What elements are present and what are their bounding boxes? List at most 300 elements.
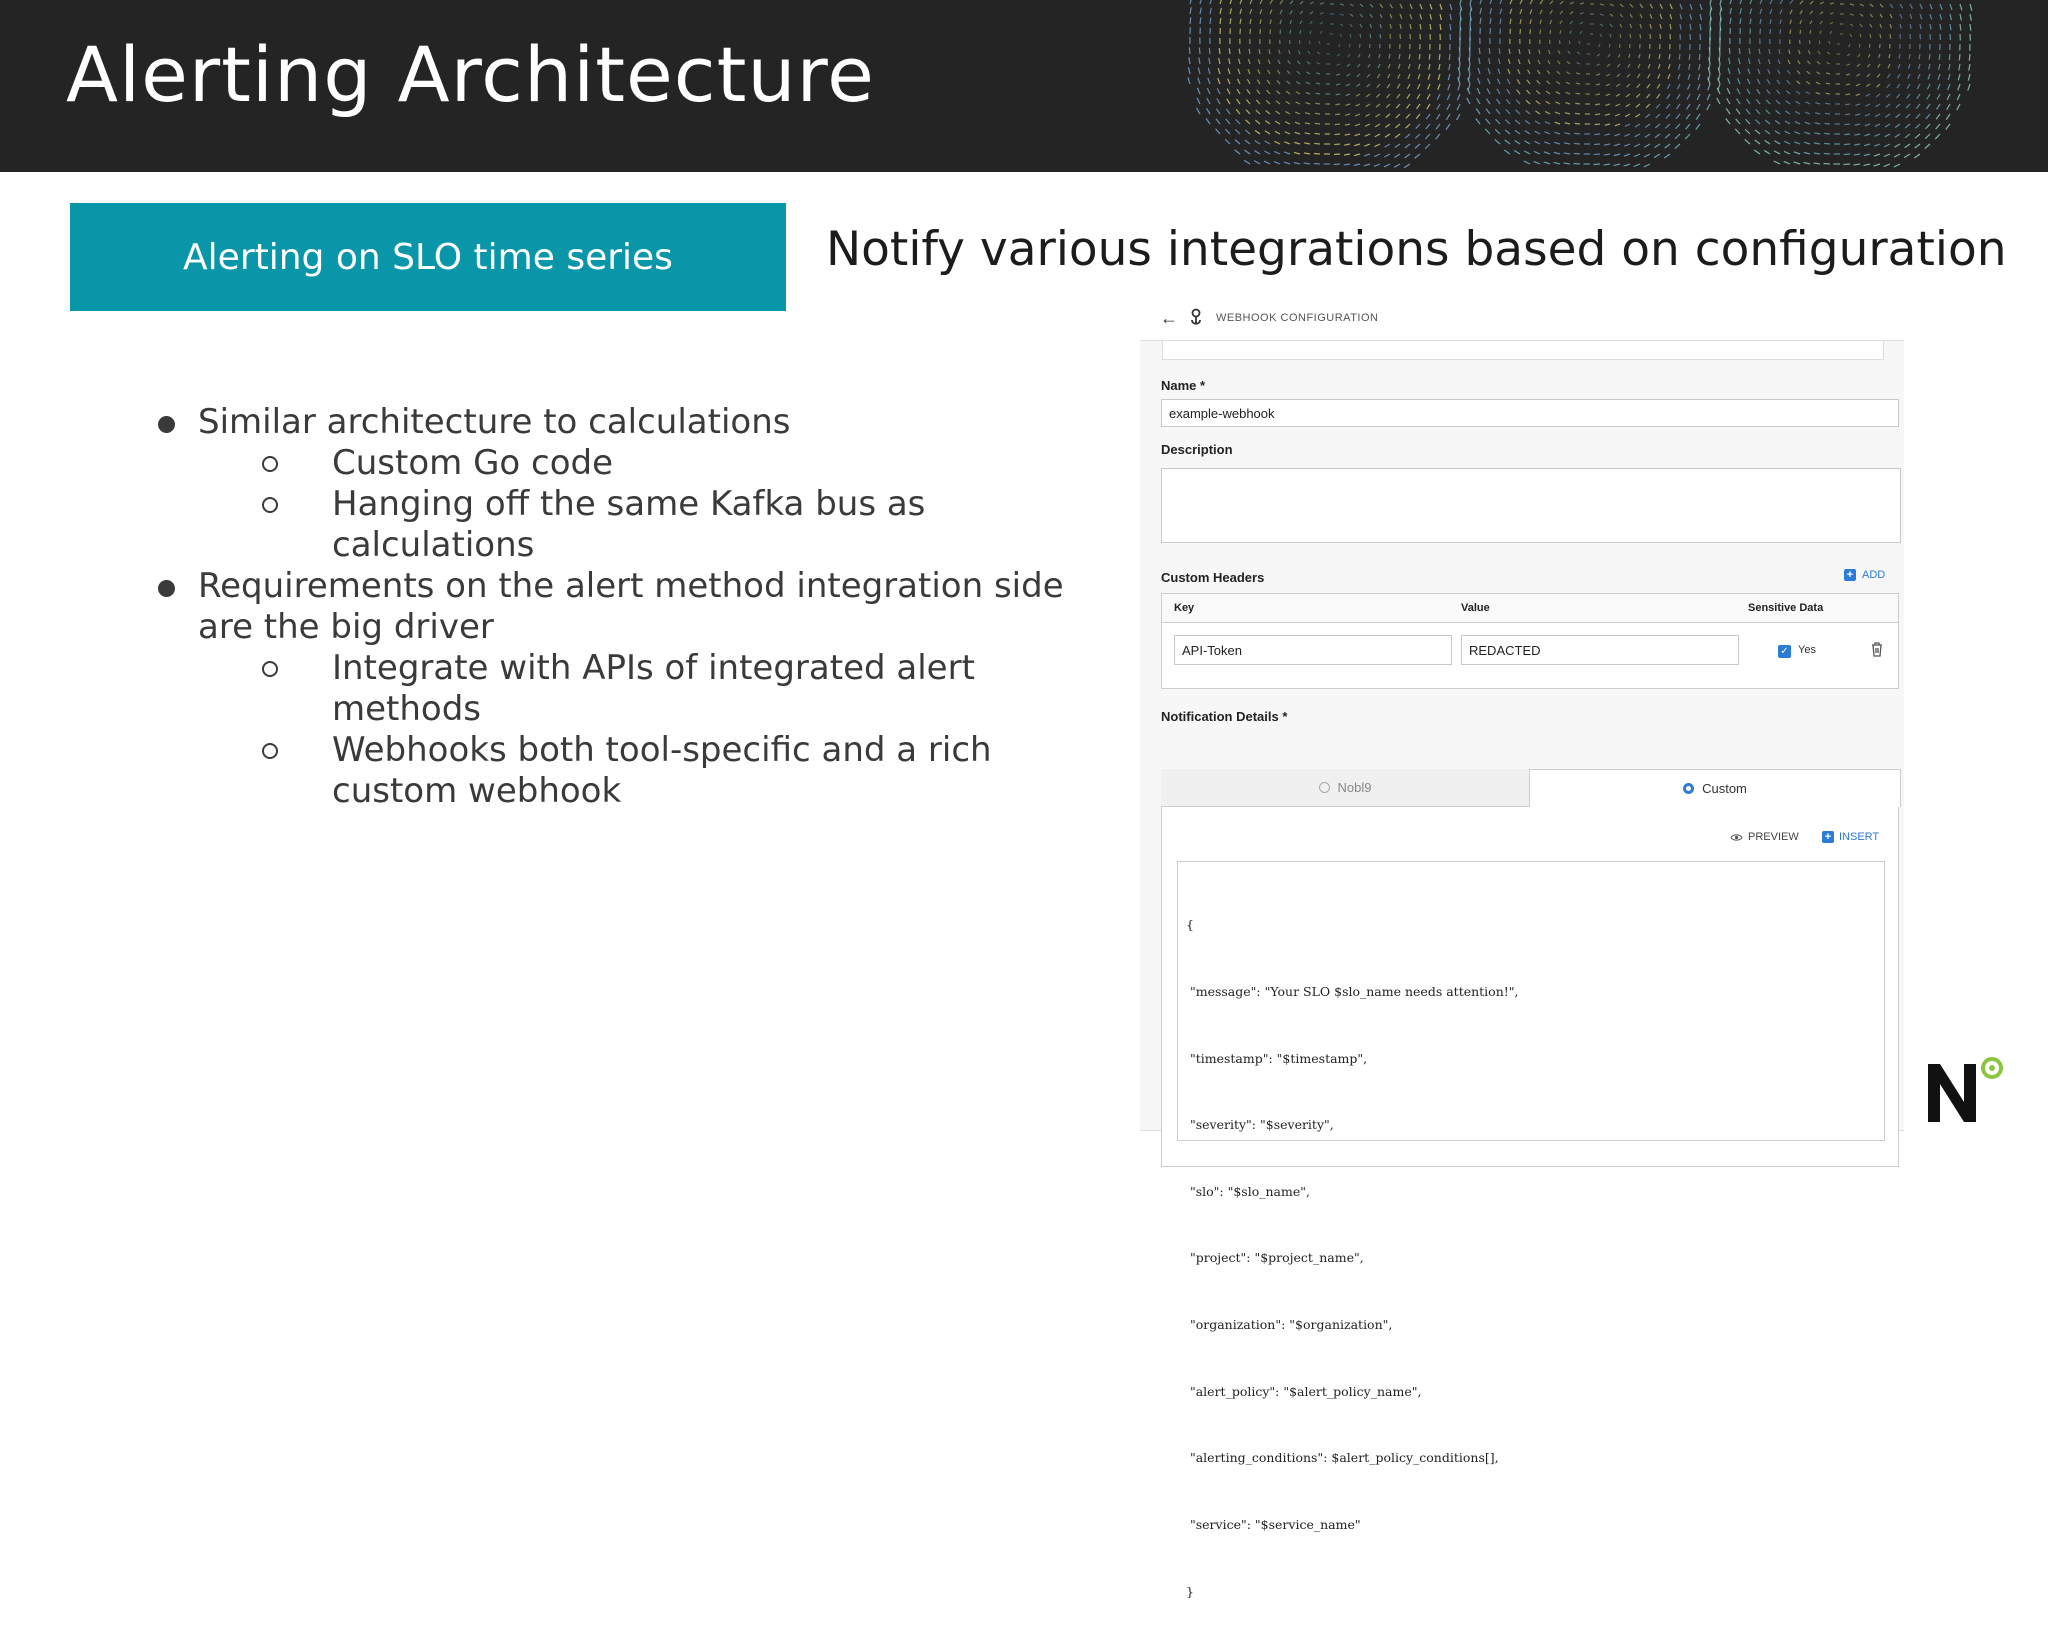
decorative-dash [1356,104,1360,106]
decorative-dash [1686,124,1690,129]
decorative-dash [1288,60,1290,64]
decorative-dash [1554,142,1560,144]
decorative-dash [1750,9,1752,14]
decorative-dash [1378,64,1380,68]
decorative-dash [1676,124,1680,129]
decorative-dash [1284,162,1290,164]
decorative-dash [1430,24,1431,30]
decorative-dash [1490,18,1491,24]
decorative-dash [1765,130,1770,134]
form-top-edge [1162,341,1884,360]
decorative-dash [1889,54,1890,58]
add-header-label: ADD [1862,569,1885,581]
decorative-dash [1876,94,1880,97]
decorative-dash [1720,0,1722,4]
decorative-dash [1479,58,1480,64]
decorative-dash [1420,14,1422,19]
decorative-dash [1948,84,1950,90]
decorative-dash [1960,4,1962,10]
decorative-dash [1555,122,1560,124]
decorative-dash [1354,144,1360,146]
decorative-dash [1277,80,1280,84]
decorative-dash [1595,104,1600,105]
decorative-dash [1804,152,1810,154]
decorative-dash [1830,31,1832,34]
decorative-dash [1626,94,1630,97]
decorative-dash [1238,79,1240,84]
decorative-dash [1936,124,1940,129]
decorative-dash [1665,134,1670,138]
decorative-dash [1925,144,1930,149]
decorative-dash [1200,8,1201,14]
decorative-dash [1825,123,1830,124]
decorative-dash [1490,0,1492,4]
decorative-dash [1530,0,1533,4]
decorative-dash [1236,109,1240,114]
decorative-dash [1676,114,1680,119]
decorative-dash [1843,164,1850,165]
decorative-dash [1540,20,1541,24]
decorative-dash [1264,151,1270,154]
alerting-slo-label: Alerting on SLO time series [183,237,673,278]
decorative-dash [1524,141,1530,144]
decorative-dash [1926,124,1930,129]
decorative-dash [1248,59,1250,64]
decorative-dash [1635,124,1640,127]
decorative-dash [1410,4,1412,9]
decorative-dash [1680,4,1682,9]
decorative-dash [1298,50,1300,54]
decorative-dash [1520,19,1521,24]
decorative-dash [1345,104,1350,105]
decorative-dash [1818,51,1820,54]
decorative-dash [1395,144,1400,148]
decorative-dash [1850,4,1854,5]
add-header-button[interactable] [1844,569,1885,581]
decorative-dash [1729,58,1730,64]
decorative-dash [1708,84,1710,90]
decorative-dash [1670,14,1672,19]
decorative-dash [1426,114,1430,119]
decorative-dash [1644,164,1650,167]
decorative-dash [1354,164,1360,166]
custom-payload-box [1161,807,1899,1167]
decorative-dash [1968,84,1970,91]
tab-nobl9[interactable] [1161,769,1529,807]
decorative-dash [1250,0,1252,4]
decorative-dash [1440,24,1441,30]
decorative-dash [1198,78,1200,84]
decorative-dash [1320,3,1324,4]
sub-bullet-item: Integrate with APIs of integrated alert methods [150,648,1110,730]
decorative-dash [1679,64,1680,69]
decorative-dash [1439,64,1440,70]
decorative-dash [1853,164,1860,165]
decorative-dash [1364,154,1370,156]
decorative-dash [1307,72,1310,74]
decorative-dash [1574,143,1580,144]
decorative-dash [1899,54,1900,59]
decorative-dash [1240,0,1242,4]
decorative-dash [1788,60,1790,64]
decorative-dash [1605,124,1610,125]
decorative-dash [1825,103,1830,104]
decorative-dash [1750,18,1751,24]
decorative-dash [1768,69,1770,74]
decorative-dash [1515,120,1520,124]
decorative-dash [1316,93,1320,94]
decorative-dash [1237,99,1240,104]
decorative-dash [1813,163,1820,164]
decorative-dash [1668,64,1670,69]
decorative-dash [1805,102,1810,104]
decorative-dash [1604,134,1610,135]
insert-button[interactable] [1822,831,1879,843]
decorative-dash [1320,22,1323,24]
decorative-dash [1428,84,1430,89]
decorative-dash [1507,89,1510,94]
decorative-dash [1416,124,1420,129]
decorative-dash [1290,30,1291,34]
decorative-dash [1340,14,1343,15]
decorative-dash [1697,94,1700,100]
webhook-toolbar [1140,300,1904,341]
decorative-dash [1616,94,1620,96]
decorative-dash [1284,152,1290,154]
decorative-dash [1219,58,1220,64]
decorative-dash [1370,34,1371,38]
decorative-dash [1367,74,1370,77]
decorative-dash [1426,124,1430,129]
decorative-dash [1258,69,1260,74]
decorative-dash [1495,139,1500,144]
decorative-dash [1627,84,1630,87]
decorative-dash [1778,60,1780,64]
decorative-dash [1878,64,1880,68]
decorative-dash [1580,3,1584,4]
decorative-dash [1520,0,1522,4]
decorative-dash [1438,84,1440,90]
decorative-dash [1350,4,1354,6]
sub-bullet-item: Hanging off the same Kafka bus as calculations [150,484,1110,566]
header-key-input[interactable] [1174,635,1452,665]
decorative-dash [1557,71,1560,74]
decorative-dash [1285,132,1290,134]
decorative-dash [1666,104,1670,109]
decorative-dash [1368,64,1370,68]
decorative-dash [1364,144,1370,146]
preview-button[interactable] [1730,831,1799,843]
decorative-dash [1564,133,1570,134]
decorative-dash [1909,54,1910,59]
decorative-dash [1969,64,1970,71]
decorative-dash [1576,73,1580,74]
decorative-dash [1764,150,1770,154]
decorative-dash [1640,24,1641,28]
decorative-dash [1894,144,1900,147]
decorative-dash [1610,34,1611,37]
decorative-dash [1746,119,1750,124]
decorative-dash [1907,94,1910,98]
decorative-dash [1736,109,1740,114]
sensitive-yes-label: Yes [1798,644,1816,656]
decorative-dash [1314,163,1320,164]
decorative-dash [1255,130,1260,134]
decorative-dash [1717,98,1720,104]
decorative-dash [1427,104,1430,109]
notification-tabs [1161,769,1899,807]
decorative-dash [1469,48,1470,54]
decorative-dash [1250,19,1251,24]
decorative-dash [1659,54,1660,59]
decorative-dash [1864,144,1870,146]
decorative-dash [1307,62,1310,64]
decorative-dash [1209,48,1210,54]
decorative-dash [1765,120,1770,124]
webhook-config-screenshot [1140,300,1904,1130]
decorative-dash [1940,24,1941,30]
decorative-dash [1864,134,1870,136]
decorative-dash [1545,111,1550,114]
decorative-dash [1755,140,1760,144]
decorative-dash [1875,134,1880,136]
decorative-dash [1554,132,1560,134]
decorative-dash [1646,114,1650,118]
decorative-dash [1450,14,1451,20]
decorative-dash [1410,14,1412,19]
decorative-dash [1247,89,1250,94]
trash-icon[interactable] [1870,641,1884,657]
decorative-dash [1880,4,1883,7]
decorative-dash [1220,8,1221,14]
decorative-dash [1807,71,1810,74]
decorative-dash [1690,4,1692,10]
decorative-dash [1915,134,1920,138]
tab-custom[interactable] [1529,769,1901,807]
decorative-dash [1345,124,1350,125]
decorative-dash [1279,50,1280,54]
decorative-dash [1630,24,1632,28]
slide-title: Alerting Architecture [66,30,875,119]
decorative-dash [1594,144,1600,145]
decorative-dash [1300,30,1301,34]
decorative-dash [1526,100,1530,104]
decorative-dash [1790,30,1791,34]
decorative-dash [1907,84,1910,89]
decorative-dash [1800,30,1801,34]
decorative-dash [1359,44,1360,48]
decorative-dash [1859,44,1860,48]
decorative-dash [1607,64,1610,66]
decorative-dash [1927,94,1930,99]
decorative-dash [1804,142,1810,144]
decorative-dash [1316,83,1320,84]
sub-bullet-item: Custom Go code [150,443,1110,484]
decorative-dash [1630,34,1631,38]
decorative-dash [1265,131,1270,134]
code-line: "project": "$project_name", [1186,1247,1884,1269]
decorative-dash [1775,131,1780,134]
decorative-dash [1286,91,1290,94]
decorative-dash [1784,161,1790,164]
decorative-dash [1384,154,1390,157]
decorative-dash [1819,40,1820,44]
decorative-dash [1276,111,1280,114]
decorative-dash [1496,109,1500,114]
decorative-dash [1806,81,1810,84]
decorative-dash [1310,31,1311,34]
decorative-dash [1867,64,1870,67]
header-value-input[interactable] [1461,635,1739,665]
decorative-dash [1457,104,1460,110]
decorative-dash [1816,92,1820,94]
description-textarea[interactable] [1161,468,1901,543]
decorative-dash [1946,124,1950,130]
decorative-dash [1729,48,1730,54]
decorative-dash [1644,154,1650,157]
alerting-slo-box [70,203,786,311]
decorative-dash [1500,18,1501,24]
decorative-dash [1918,74,1920,79]
decorative-dash [1268,70,1270,74]
decorative-dash [1649,54,1650,59]
decorative-dash [1407,84,1410,89]
decorative-dash [1805,122,1810,124]
decorative-dash [1534,151,1540,154]
decorative-dash [1668,74,1670,79]
column-key: Key [1174,602,1194,614]
decorative-dash [1905,144,1910,148]
decorative-dash [1745,129,1750,134]
decorative-dash [1294,162,1300,164]
sub-bullet-item: Webhooks both tool-specific and a rich custom webhook [150,730,1110,812]
decorative-dash [1189,57,1190,64]
decorative-dash [1670,24,1671,29]
code-line: "organization": "$organization", [1186,1314,1884,1336]
decorative-dash [1540,30,1541,34]
sensitive-checkbox[interactable]: ✓ [1778,645,1791,658]
decorative-dash [1380,4,1383,8]
decorative-dash [1304,153,1310,154]
decorative-dash [1297,71,1300,74]
decorative-dash [1388,64,1390,68]
decorative-dash [1929,64,1930,69]
decorative-dash [1385,144,1390,147]
decorative-dash [1768,59,1770,64]
decorative-dash [1229,58,1230,64]
decorative-dash [1795,132,1800,134]
payload-code-editor[interactable] [1177,861,1885,1141]
decorative-dash [1537,80,1540,84]
decorative-dash [1700,4,1702,10]
decorative-dash [1820,31,1821,34]
decorative-dash [1780,10,1782,14]
decorative-dash [1949,64,1950,70]
name-input[interactable] [1161,399,1899,427]
decorative-dash [1357,64,1360,67]
decorative-dash [1486,119,1490,124]
decorative-dash [1250,9,1252,14]
decorative-dash [1917,94,1920,99]
decorative-dash [1796,91,1800,94]
decorative-dash [1808,50,1810,54]
decorative-dash [1480,0,1482,4]
decorative-dash [1905,134,1910,138]
decorative-dash [1238,69,1240,74]
decorative-dash [1479,48,1480,54]
decorative-dash [1545,132,1550,134]
back-arrow-icon[interactable]: ← [1160,308,1178,329]
name-label: Name * [1161,378,1205,393]
decorative-dash [1244,160,1250,164]
decorative-dash [1508,69,1510,74]
decorative-dash [1698,74,1700,80]
decorative-dash [1790,20,1791,24]
decorative-dash [1916,104,1920,109]
decorative-dash [1776,90,1780,94]
code-line: "service": "$service_name" [1186,1514,1884,1536]
decorative-dash [1614,164,1620,166]
bullet-item: Similar architecture to calculations [150,402,1110,443]
decorative-dash [1197,88,1200,94]
decorative-dash [1564,153,1570,154]
decorative-dash [1437,104,1440,110]
decorative-dash [1596,94,1600,95]
decorative-dot-pattern [1150,0,2048,172]
decorative-dash [1446,124,1450,130]
decorative-dash [1624,164,1630,166]
decorative-dash [1436,124,1440,129]
decorative-dash [1375,134,1380,137]
decorative-dash [1827,52,1830,54]
decorative-dash [1678,74,1680,79]
decorative-dash [1885,124,1890,127]
decorative-dash [1918,64,1920,69]
decorative-dash [1565,113,1570,114]
decorative-dash [1579,41,1580,44]
decorative-dash [1580,13,1584,14]
decorative-dash [1854,154,1860,155]
decorative-dash [1600,14,1604,15]
decorative-dash [1606,94,1610,96]
decorative-dash [1310,21,1312,24]
decorative-dash [1440,4,1442,10]
decorative-dash [1225,129,1230,134]
decorative-dash [1930,24,1931,30]
decorative-dash [1820,21,1822,24]
decorative-dash [1690,24,1691,30]
decorative-dash [1774,161,1780,164]
decorative-dash [1504,150,1510,154]
decorative-dash [1615,104,1620,106]
decorative-dash [1517,79,1520,84]
decorative-dash [1497,89,1500,94]
decorative-dash [1564,143,1570,144]
decorative-dash [1449,54,1450,60]
decorative-dash [1568,51,1570,54]
decorative-dash [1779,49,1780,54]
decorative-dash [1854,144,1860,145]
decorative-dash [1355,114,1360,116]
decorative-dash [1487,99,1490,104]
decorative-dash [1648,64,1650,68]
decorative-dash [1868,54,1870,58]
decorative-dash [1826,73,1830,74]
table-header-row [1162,594,1898,623]
decorative-dash [1915,124,1920,128]
decorative-dash [1810,1,1813,4]
decorative-dash [1274,151,1280,154]
